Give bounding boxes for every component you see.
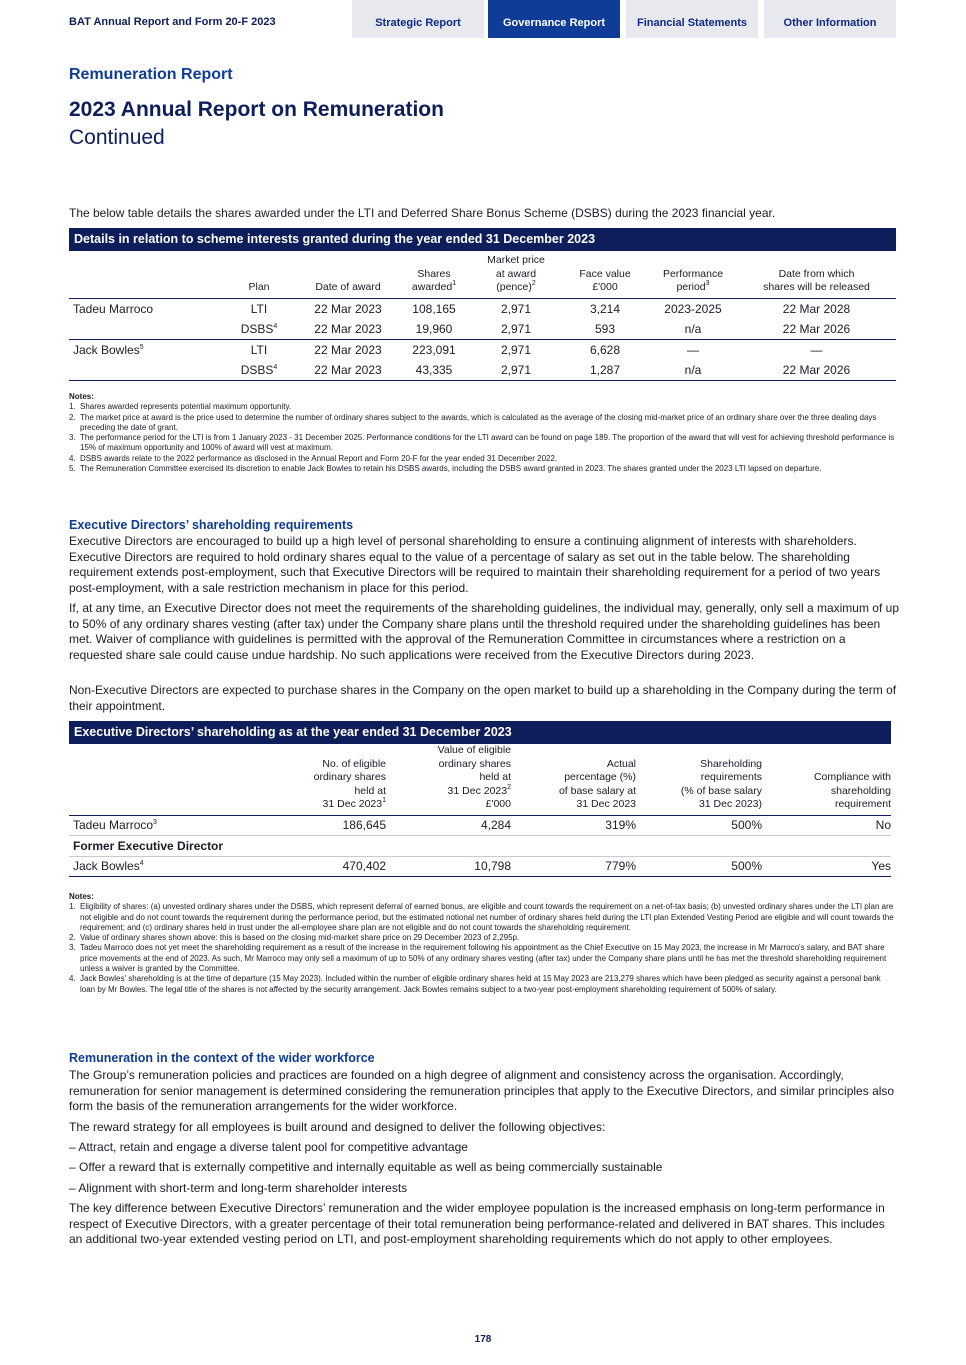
col-requirements: Shareholding requirements (% of base salary 31 Dec 2023) bbox=[680, 757, 762, 810]
tab-other-information[interactable]: Other Information bbox=[764, 0, 896, 38]
col-shares-awarded: Shares awarded$^1$ bbox=[411, 267, 457, 293]
table-row: DSBS$^4$ 22 Mar 2023 43,335 2,971 1,287 n/a 22 Mar 2026 bbox=[69, 360, 896, 381]
table-row: Jack Bowles$^5$ LTI 22 Mar 2023 223,091 2,971 6,628 — — bbox=[73, 342, 823, 357]
intro-text: The below table details the shares awarded under the LTI and Deferred Share Bonus Scheme (DSBS) during the 2023 financial year. bbox=[69, 206, 776, 220]
workforce-bullet-1: – Attract, retain and engage a diverse talent pool for competitive advantage bbox=[69, 1140, 468, 1154]
page-number: 178 bbox=[474, 1334, 492, 1345]
tab-governance-report[interactable]: Governance Report bbox=[488, 0, 620, 38]
page-subtitle: Continued bbox=[69, 126, 165, 149]
workforce-bullet-2: – Offer a reward that is externally competitive and internally equitable as well as being commercially sustainable bbox=[69, 1160, 663, 1174]
tab-financial-statements[interactable]: Financial Statements bbox=[626, 0, 758, 38]
col-performance-period: Performance period$^3$ bbox=[662, 267, 724, 293]
table-row: Tadeu Marroco$^3$ 186,645 4,284 319% 500% No bbox=[69, 815, 891, 836]
shareholding-table-heading: Executive Directors’ shareholding as at the year ended 31 December 2023 bbox=[69, 721, 891, 744]
scheme-interests-table-heading: Details in relation to scheme interests granted during the year ended 31 December 2023 bbox=[69, 228, 896, 251]
shareholding-table bbox=[69, 744, 891, 877]
top-navigation bbox=[0, 0, 966, 38]
col-compliance: Compliance with shareholding requirement bbox=[813, 771, 891, 810]
table-row: Tadeu Marroco LTI 22 Mar 2023 108,165 2,971 3,214 2023-2025 22 Mar 2028 bbox=[73, 301, 851, 316]
shareholding-paragraph-1: Executive Directors are encouraged to build up a high level of personal shareholding to ensure a continuing alignment of interests with shareholders. Executive Directors are required to hold ordinary shares equal to the value of a percentage of salary as set out in the table below. The shareholding requirement extends post-employment, such that Executive Directors will be required to maintain their shareholding requirement for a period of two years post-employment, with a sale restriction mechanism in place for this period. bbox=[69, 534, 881, 595]
page-title: 2023 Annual Report on Remuneration bbox=[69, 98, 444, 121]
table1-notes: Notes: 1. Shares awarded represents potential maximum opportunity. 2. The market price at award is the price used to determine the number of ordinary shares subject to the awards, which is calculated as the average of the closing mid-market price of an ordinary share over the three dealing days preceding the date of grant. 3. The performance period for the LTI is from 1 January 2023 - 31 December 2025. Performance conditions for the LTI award can be found on page 189. The proportion of the award that will vest for achieving threshold performance is 15% of maximum opportunity and 100% of award will vest at maximum. 4. DSBS awards relate to the 2022 performance as disclosed in the Annual Report and Form 20-F for the year ended 31 December 2022. 5. The Remuneration Committee exercised its discretion to enable Jack Bowles to retain his DSBS awards, including the DSBS award granted in 2023. The shares granted under the 2023 LTI lapsed on departure. bbox=[69, 392, 895, 474]
shareholding-heading: Executive Directors’ shareholding requirements bbox=[69, 518, 354, 532]
table-subheading-row: Former Executive Director bbox=[69, 836, 891, 857]
shareholding-paragraph-2: If, at any time, an Executive Director does not meet the requirements of the shareholding guidelines, the individual may, generally, only sell a maximum of up to 50% of any ordinary shares vesting (after tax) under the Company share plans until the threshold required under the shareholding guidelines has been met. Waiver of compliance with guidelines is permitted with the approval of the Remuneration Committee in circumstances where a restriction on a requested share sale could cause undue hardship. No such applications were received from the Executive Directors during 2023. bbox=[69, 601, 899, 662]
workforce-paragraph-2: The reward strategy for all employees is built around and designed to deliver the following objectives: bbox=[69, 1120, 606, 1134]
col-actual-percentage: Actual percentage (%) of base salary at 31 Dec 2023 bbox=[558, 757, 636, 810]
col-eligible-shares: No. of eligible ordinary shares held at 31 Dec 2023$^1$ bbox=[313, 757, 386, 810]
col-face-value: Face value £'000 bbox=[579, 267, 631, 293]
table-row: Jack Bowles$^4$ 470,402 10,798 779% 500% Yes bbox=[69, 856, 891, 877]
table2-notes: Notes: 1. Eligibility of shares: (a) unvested ordinary shares under the DSBS, which represent deferral of earned bonus, are eligible and count towards the requirement on a net-of-tax basis; (b) unvested ordinary shares under the LTI plan are not eligible and do not count towards the requirement during the performance period, but the estimated notional net number of ordinary shares held during the LTI plan Extended Vesting Period are eligible and will count towards the requirement; and (c) ordinary shares held in trust under the all-employee share plan are not eligible and do not count towards the shareholding requirement. 2. Value of ordinary shares shown above: this is based on the closing mid-market share price on 29 December 2023 of 2,295p. 3. Tadeu Marroco does not yet meet the shareholding requirement as a result of the increase in the requirement following his appointment as the Chief Executive on 15 May 2023, the increase in Mr Marroco's salary, and BAT share price movements at the end of 2023. As such, Mr Marroco may only sell a maximum of up to 50% of any ordinary shares vesting (after tax) under the Company share plans until he has met the threshold shareholding requirement unless a waiver is granted by the Committee. 4. Jack Bowles' shareholding is at the time of departure (15 May 2023). Included within the number of eligible ordinary shares held at 15 May 2023 are 213,279 shares which have been pledged as security against a personal bank loan by Mr Bowles. The legal title of the shares is not affected by the security arrangement. Jack Bowles remains subject to a two-year post-employment shareholding requirement of 500% of salary. bbox=[69, 892, 894, 994]
workforce-bullet-3: – Alignment with short-term and long-term shareholder interests bbox=[69, 1181, 408, 1195]
col-date-of-award: Date of award bbox=[315, 281, 381, 293]
tab-strategic-report[interactable]: Strategic Report bbox=[352, 0, 484, 38]
col-market-price: Market price at award (pence)$^2$ bbox=[487, 254, 545, 293]
col-value-eligible-shares: Value of eligible ordinary shares held at 31 Dec 2023$^2$ £'000 bbox=[437, 744, 511, 810]
scheme-interests-table bbox=[69, 254, 896, 381]
col-plan: Plan bbox=[248, 281, 270, 293]
workforce-paragraph-3: The key difference between Executive Directors’ remuneration and the wider employee population is the increased emphasis on long-term performance in respect of Executive Directors, with a greater percentage of their total remuneration being performance-related and delivered in BAT shares. This includes an additional two-year extended vesting period on LTI, and post-employment shareholding requirements which do not apply to other employees. bbox=[69, 1201, 885, 1246]
col-release-date: Date from which shares will be released bbox=[763, 267, 870, 293]
document-title: BAT Annual Report and Form 20-F 2023 bbox=[69, 16, 276, 28]
shareholding-paragraph-3: Non-Executive Directors are expected to purchase shares in the Company on the open market to build up a shareholding in the Company during the term of their appointment. bbox=[69, 683, 897, 713]
workforce-heading: Remuneration in the context of the wider workforce bbox=[69, 1051, 375, 1065]
workforce-paragraph-1: The Group’s remuneration policies and practices are founded on a high degree of alignment and consistency across the organisation. Accordingly, remuneration for senior management is determined considering the remuneration principles that apply to the Executive Directors, and similar principles also form the basis of the remuneration arrangements for the wider workforce. bbox=[69, 1068, 895, 1113]
section-kicker: Remuneration Report bbox=[69, 66, 233, 83]
table-row: DSBS$^4$ 22 Mar 2023 19,960 2,971 593 n/a 22 Mar 2026 bbox=[69, 319, 896, 340]
